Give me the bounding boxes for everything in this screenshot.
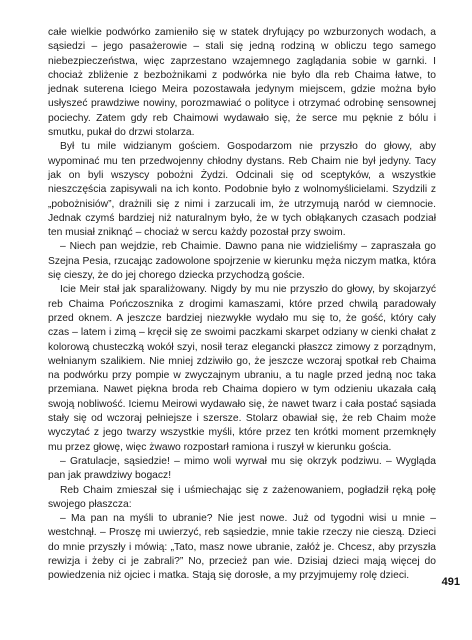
paragraph-4: Icie Meir stał jak sparaliżowany. Nigdy by mu nie przyszło do głowy, by skojarzyć reb Chaima Pończosznika z drogimi kamaszami, które przed chwilą paradowały przed oknem. A jeszcze bardziej niezwykłe wydało mu się to, że gość, który cały czas – latem i zimą – kręcił się ze swoimi paczkami skarpet odziany w cienki chałat z kolorową chusteczką wokół szyi, nosił teraz elegancki płaszcz zimowy z porządnym, wełnianym szalikiem. Nie mniej zdziwiło go, że jeszcze wczoraj spotkał reb Chaima na podwórku przy pompie w zwyczajnym ubraniu, a tu nagle przed jedną noc taka przemiana. Nawet piękna broda reb Chaima dopiero w tym odzieniu ukazała całą swoją nobliwość. Iciemu Meirowi wydawało się, że nawet twarz i cała postać sąsiada stały się od wczoraj pełniejsze i szersze. Stolarz obawiał się, że reb Chaim może wyczytać z jego twarzy wszystkie myśli, które przez ten krótki moment przemknęły mu przez głowę, więc żwawo rozpostarł ramiona i ruszył w kierunku gościa.: [48, 284, 436, 453]
page-number: 491: [441, 576, 460, 588]
paragraph-5: – Gratulacje, sąsiedzie! – mimo woli wyrwał mu się okrzyk podziwu. – Wygląda pan jak prawdziwy bogacz!: [48, 455, 436, 482]
paragraph-2: Był tu mile widzianym gościem. Gospodarzom nie przyszło do głowy, aby wypominać mu ten przedwojenny chłodny dystans. Reb Chaim nie był jedyny. Tacy jak on byli wszyscy pobożni Żydzi. Odcinali się od sceptyków, a wszystkie nieszczęścia zapisywali na ich konto. Podobnie było z wolnomyślicielami. Szydzili z „pobożnisiów”, drażnili się z nimi i zarzucali im, że utrzymują naród w ciemnocie. Jednak czymś bardziej niż naturalnym było, że w tych obłąkanych czasach podział ten musiał zniknąć – chociaż w sercu każdy pozostał przy swoim.: [48, 141, 436, 239]
paragraph-6: Reb Chaim zmieszał się i uśmiechając się z zażenowaniem, pogładził ręką połę swojego płaszcza:: [48, 484, 436, 510]
paragraph-1: całe wielkie podwórko zamieniło się w statek dryfujący po wzburzonych wodach, a sąsiedzi – jego pasażerowie – stali się jedną rodziną w obliczu tego samego niebezpieczeństwa, więc zaprzestano wzajemnego zaglądania sobie w garnki. I chociaż zbliżenie z bezbożnikami z podwórka nie było dla reb Chaima łatwe, to jednak suterena Iciego Meira pozostawała jedynym miejscem, gdzie można było usłyszeć prawdziwe nowiny, porozmawiać o polityce i otrzymać odrobinę sensownej pociechy. Zatem gdy reb Chaimowi wydawało się, że serce mu pęknie z bólu i smutku, pukał do drzwi stolarza.: [48, 27, 436, 139]
paragraph-7: – Ma pan na myśli to ubranie? Nie jest nowe. Już od tygodni wisi u mnie – westchnął. – Proszę mi uwierzyć, reb sąsiedzie, mnie takie rzeczy nie cieszą. Dzieci do mnie przyszły i mówią: „Tato, masz nowe ubranie, załóż je. Chcesz, aby przyszła rewizja i żeby ci je zabrali?” No, przecież pan wie. Dzisiaj dzieci mają więcej do powiedzenia niż ojciec i matka. Stają się dorosłe, a my przyjmujemy rolę dzieci.: [48, 513, 436, 582]
paragraph-3: – Niech pan wejdzie, reb Chaimie. Dawno pana nie widzieliśmy – zapraszała go Szejna Pesia, rzucając zadowolone spojrzenie w kierunku męża niczym matka, która się cieszy, że do jej chorego dziecka przychodzą goście.: [48, 241, 436, 282]
body-text: [48, 26, 436, 584]
